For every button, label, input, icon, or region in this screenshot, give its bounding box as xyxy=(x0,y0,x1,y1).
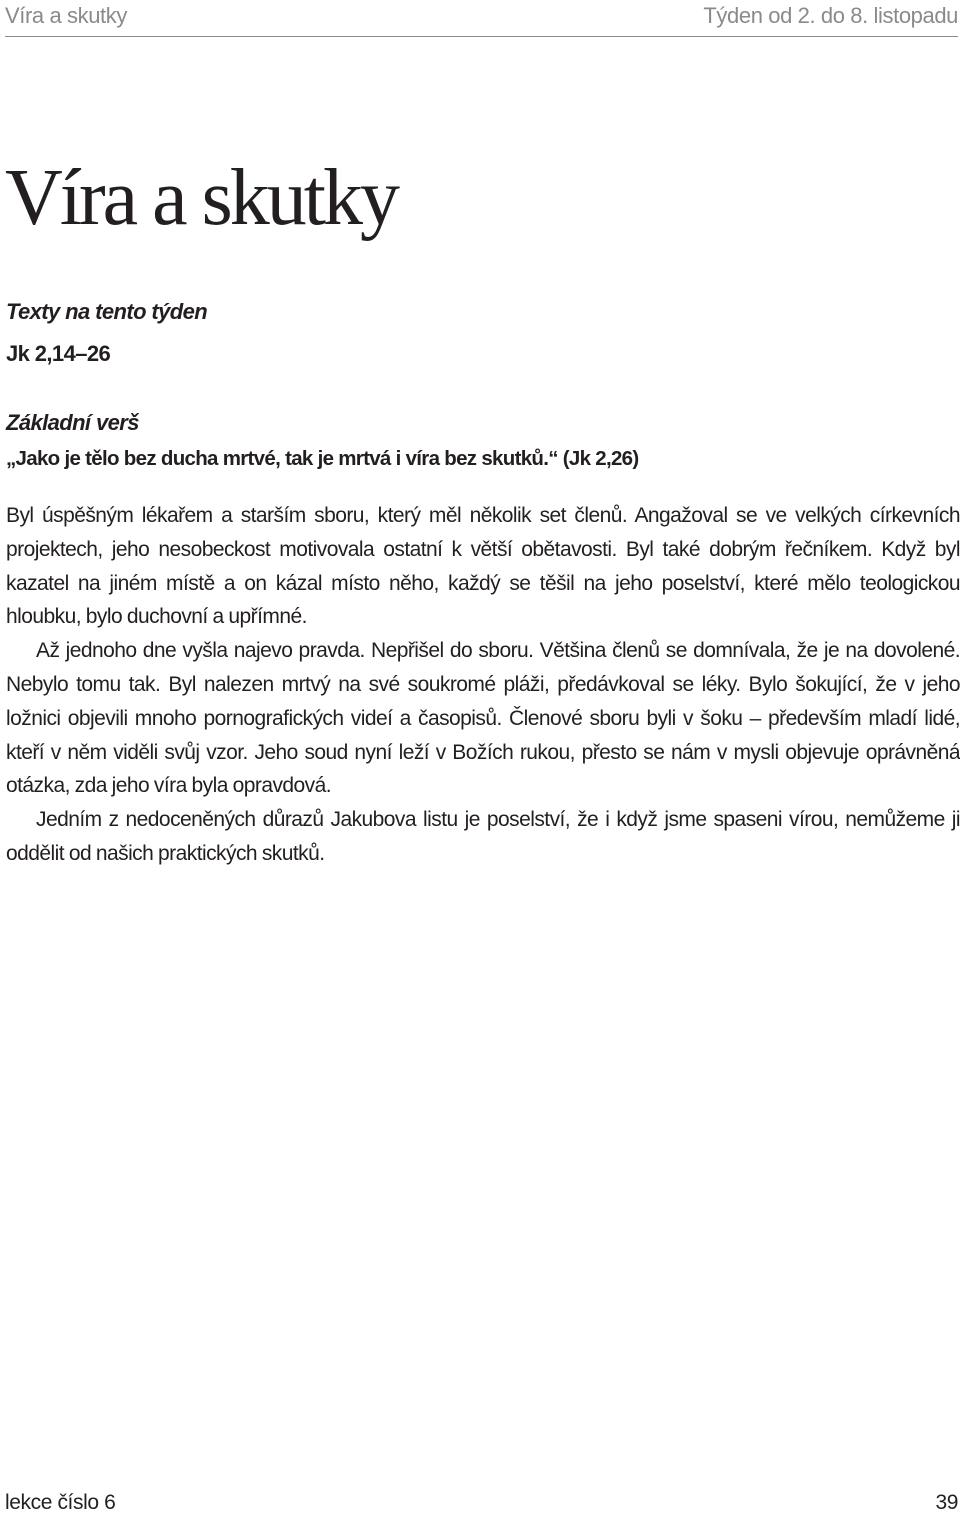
body-text xyxy=(6,499,960,871)
body-paragraph: Jedním z nedoceněných důrazů Jakubova listu je poselství, že i když jsme spaseni vírou, nemůžeme ji oddělit od našich praktických skutků. xyxy=(6,808,960,865)
texts-section xyxy=(6,297,956,369)
lesson-number: lekce číslo 6 xyxy=(5,1491,116,1514)
header-week-range: Týden od 2. do 8. listopadu xyxy=(703,3,958,28)
key-verse-text: „Jako je tělo bez ducha mrtvé, tak je mrtvá i víra bez skutků.“ (Jk 2,26) xyxy=(6,447,639,470)
body-paragraph: Až jednoho dne vyšla najevo pravda. Nepřišel do sboru. Většina členů se domnívala, že je na dovolené. Nebylo tomu tak. Byl nalezen mrtvý na své soukromé pláži, předávkoval se léky. Bylo šokující, že v jeho ložnici objevili mnoho pornografických videí a časopisů. Členové sboru byli v šoku – především mladí lidé, kteří v něm viděli svůj vzor. Jeho soud nyní leží v Božích rukou, přesto se nám v mysli objevuje oprávněná otázka, zda jeho víra byla opravdová. xyxy=(6,639,960,798)
running-header xyxy=(5,0,958,37)
reading-reference: Jk 2,14–26 xyxy=(6,341,111,366)
key-verse-section xyxy=(6,408,956,474)
body-paragraph: Byl úspěšným lékařem a starším sboru, který měl několik set členů. Angažoval se ve velkých církevních projektech, jeho nesobeckost motivovala ostatní k větší obětavosti. Byl také dobrým řečníkem. Když byl kazatel na jiném místě a on kázal místo něho, každý se těšil na jeho poselství, které mělo teologickou hloubku, bylo duchovní a upřímné. xyxy=(6,504,960,629)
page-number: 39 xyxy=(935,1491,958,1514)
page-title: Víra a skutky xyxy=(5,154,398,242)
texts-label: Texty na tento týden xyxy=(6,299,208,324)
key-verse-label: Základní verš xyxy=(6,410,139,435)
header-left-title: Víra a skutky xyxy=(5,3,127,28)
